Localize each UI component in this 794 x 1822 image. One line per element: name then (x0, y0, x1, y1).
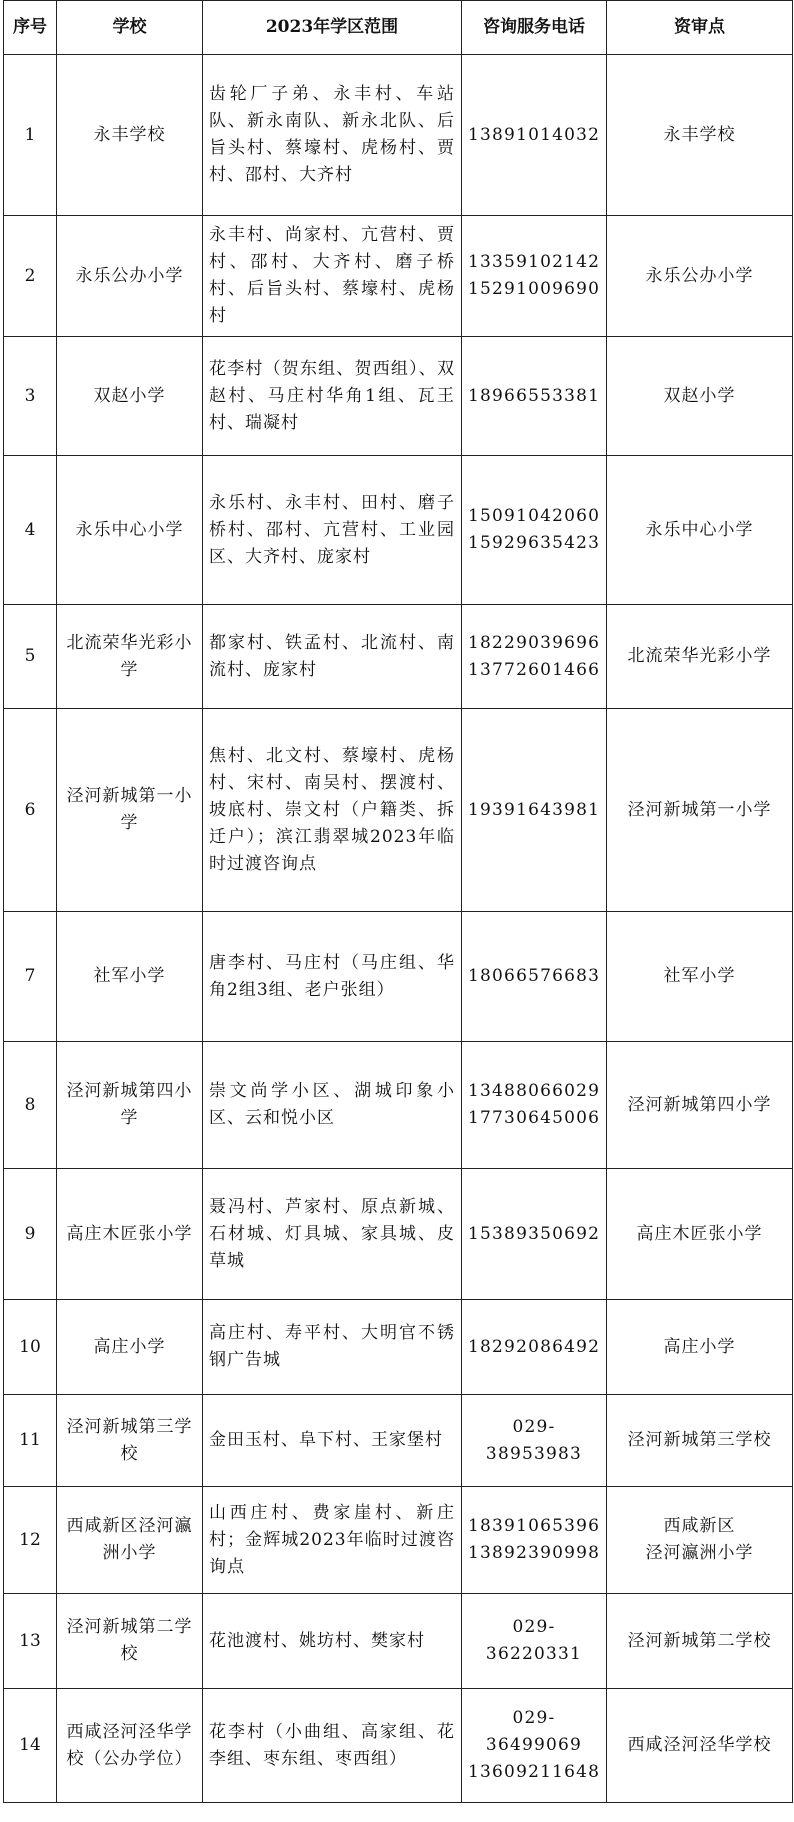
phone-cell (462, 1042, 607, 1169)
row-number: 7 (4, 912, 57, 1042)
district-area: 花池渡村、姚坊村、樊家村 (203, 1594, 462, 1689)
phone-number: 15389350692 (468, 1223, 601, 1244)
review-point (607, 1594, 793, 1689)
header-row (4, 1, 793, 55)
review-point (607, 456, 793, 605)
table-row (4, 1169, 793, 1300)
table-row (4, 1689, 793, 1803)
table-body (4, 55, 793, 1803)
phone-cell (462, 1300, 607, 1395)
row-number: 11 (4, 1395, 57, 1487)
review-point-line: 西咸新区 (663, 1516, 736, 1536)
phone-cell (462, 55, 607, 216)
phone-cell (462, 1487, 607, 1594)
review-point (607, 337, 793, 456)
table-row (4, 1395, 793, 1487)
district-area: 金田玉村、阜下村、王家堡村 (203, 1395, 462, 1487)
table-row (4, 1042, 793, 1169)
district-area: 花李村（小曲组、高家组、花李组、枣东组、枣西组） (203, 1689, 462, 1803)
review-point-line: 高庄小学 (663, 1336, 736, 1357)
phone-number: 13772601466 (468, 659, 601, 680)
table-row (4, 1487, 793, 1594)
header-school: 学校 (57, 1, 203, 55)
phone-number: 029-36499069 (485, 1708, 583, 1755)
review-point-line: 泾河新城第四小学 (627, 1094, 772, 1115)
phone-number: 13891014032 (468, 124, 601, 145)
district-area: 山西庄村、费家崖村、新庄村；金辉城2023年临时过渡咨询点 (203, 1487, 462, 1594)
school-name: 永丰学校 (57, 55, 203, 216)
header-no: 序号 (4, 1, 57, 55)
district-area: 崇文尚学小区、湖城印象小区、云和悦小区 (203, 1042, 462, 1169)
phone-number: 17730645006 (468, 1108, 601, 1128)
row-number: 3 (4, 337, 57, 456)
review-point (607, 605, 793, 709)
row-number: 10 (4, 1300, 57, 1395)
row-number: 4 (4, 456, 57, 605)
review-point (607, 55, 793, 216)
phone-cell (462, 216, 607, 337)
review-point (607, 216, 793, 337)
review-point-line: 泾河瀛洲小学 (645, 1543, 754, 1563)
review-point-line: 社军小学 (663, 966, 736, 986)
review-point-line: 泾河新城第三学校 (627, 1430, 772, 1450)
district-area: 聂冯村、芦家村、原点新城、石材城、灯具城、家具城、皮草城 (203, 1169, 462, 1300)
school-name: 泾河新城第三学校 (57, 1395, 203, 1487)
school-name: 永乐中心小学 (57, 456, 203, 605)
review-point-line: 双赵小学 (663, 385, 736, 406)
table-row (4, 605, 793, 709)
row-number: 6 (4, 709, 57, 912)
district-area: 永丰村、尚家村、亢营村、贾村、邵村、大齐村、磨子桥村、后旨头村、蔡壕村、虎杨村 (203, 216, 462, 337)
phone-number: 15091042060 (468, 506, 601, 526)
row-number: 5 (4, 605, 57, 709)
district-area: 齿轮厂子弟、永丰村、车站队、新永南队、新永北队、后旨头村、蔡壕村、虎杨村、贾村、邵村、大齐村 (203, 55, 462, 216)
phone-number: 13359102142 (468, 252, 601, 272)
school-name: 社军小学 (57, 912, 203, 1042)
review-point (607, 912, 793, 1042)
table-row (4, 216, 793, 337)
phone-number: 18066576683 (468, 966, 601, 986)
header-phone: 咨询服务电话 (462, 1, 607, 55)
phone-cell (462, 605, 607, 709)
phone-number: 029-36220331 (485, 1617, 583, 1664)
review-point-line: 高庄木匠张小学 (636, 1223, 763, 1244)
table-row (4, 456, 793, 605)
phone-cell (462, 709, 607, 912)
school-name: 北流荣华光彩小学 (57, 605, 203, 709)
review-point (607, 709, 793, 912)
school-name: 泾河新城第四小学 (57, 1042, 203, 1169)
phone-cell (462, 1169, 607, 1300)
table-row (4, 709, 793, 912)
row-number: 12 (4, 1487, 57, 1594)
row-number: 9 (4, 1169, 57, 1300)
review-point (607, 1395, 793, 1487)
table-row (4, 912, 793, 1042)
district-area: 花李村（贺东组、贺西组）、双赵村、马庄村华角1组、瓦王村、瑞凝村 (203, 337, 462, 456)
phone-cell (462, 1395, 607, 1487)
row-number: 1 (4, 55, 57, 216)
phone-number: 18292086492 (468, 1336, 601, 1357)
review-point (607, 1042, 793, 1169)
school-name: 双赵小学 (57, 337, 203, 456)
phone-number: 15929635423 (468, 533, 601, 553)
phone-number: 15291009690 (468, 279, 601, 299)
phone-cell (462, 1689, 607, 1803)
review-point-line: 永乐中心小学 (645, 519, 754, 540)
district-area: 都家村、铁孟村、北流村、南流村、庞家村 (203, 605, 462, 709)
phone-number: 18966553381 (468, 385, 601, 406)
school-name: 泾河新城第二学校 (57, 1594, 203, 1689)
phone-number: 13488066029 (468, 1081, 601, 1101)
table-row (4, 1300, 793, 1395)
school-name: 高庄小学 (57, 1300, 203, 1395)
header-review: 资审点 (607, 1, 793, 55)
phone-number: 13892390998 (468, 1543, 601, 1563)
district-area: 永乐村、永丰村、田村、磨子桥村、邵村、亢营村、工业园区、大齐村、庞家村 (203, 456, 462, 605)
school-name: 泾河新城第一小学 (57, 709, 203, 912)
review-point (607, 1487, 793, 1594)
district-area: 高庄村、寿平村、大明官不锈钢广告城 (203, 1300, 462, 1395)
review-point-line: 泾河新城第二学校 (627, 1630, 772, 1651)
school-name: 高庄木匠张小学 (57, 1169, 203, 1300)
review-point-line: 泾河新城第一小学 (627, 799, 772, 820)
phone-number: 18391065396 (468, 1516, 601, 1536)
school-district-table (3, 0, 793, 1803)
table-row (4, 1594, 793, 1689)
row-number: 8 (4, 1042, 57, 1169)
header-area: 2023年学区范围 (203, 1, 462, 55)
phone-number: 18229039696 (468, 632, 601, 653)
district-area: 焦村、北文村、蔡壕村、虎杨村、宋村、南吴村、摆渡村、坡底村、崇文村（户籍类、拆迁户）；滨江翡翠城2023年临时过渡咨询点 (203, 709, 462, 912)
school-name: 西咸泾河泾华学校（公办学位） (57, 1689, 203, 1803)
review-point (607, 1169, 793, 1300)
phone-number: 13609211648 (468, 1762, 601, 1782)
row-number: 2 (4, 216, 57, 337)
district-area: 唐李村、马庄村（马庄组、华角2组3组、老户张组） (203, 912, 462, 1042)
phone-cell (462, 1594, 607, 1689)
review-point-line: 西咸泾河泾华学校 (627, 1735, 772, 1755)
school-name: 西咸新区泾河瀛洲小学 (57, 1487, 203, 1594)
school-name: 永乐公办小学 (57, 216, 203, 337)
table-row (4, 55, 793, 216)
phone-cell (462, 337, 607, 456)
phone-cell (462, 912, 607, 1042)
phone-number: 19391643981 (468, 799, 601, 820)
review-point-line: 永丰学校 (663, 124, 736, 145)
review-point-line: 永乐公办小学 (645, 265, 754, 286)
phone-cell (462, 456, 607, 605)
phone-number: 029-38953983 (485, 1416, 583, 1464)
review-point-line: 北流荣华光彩小学 (627, 646, 772, 666)
review-point (607, 1300, 793, 1395)
row-number: 13 (4, 1594, 57, 1689)
row-number: 14 (4, 1689, 57, 1803)
review-point (607, 1689, 793, 1803)
table-row (4, 337, 793, 456)
